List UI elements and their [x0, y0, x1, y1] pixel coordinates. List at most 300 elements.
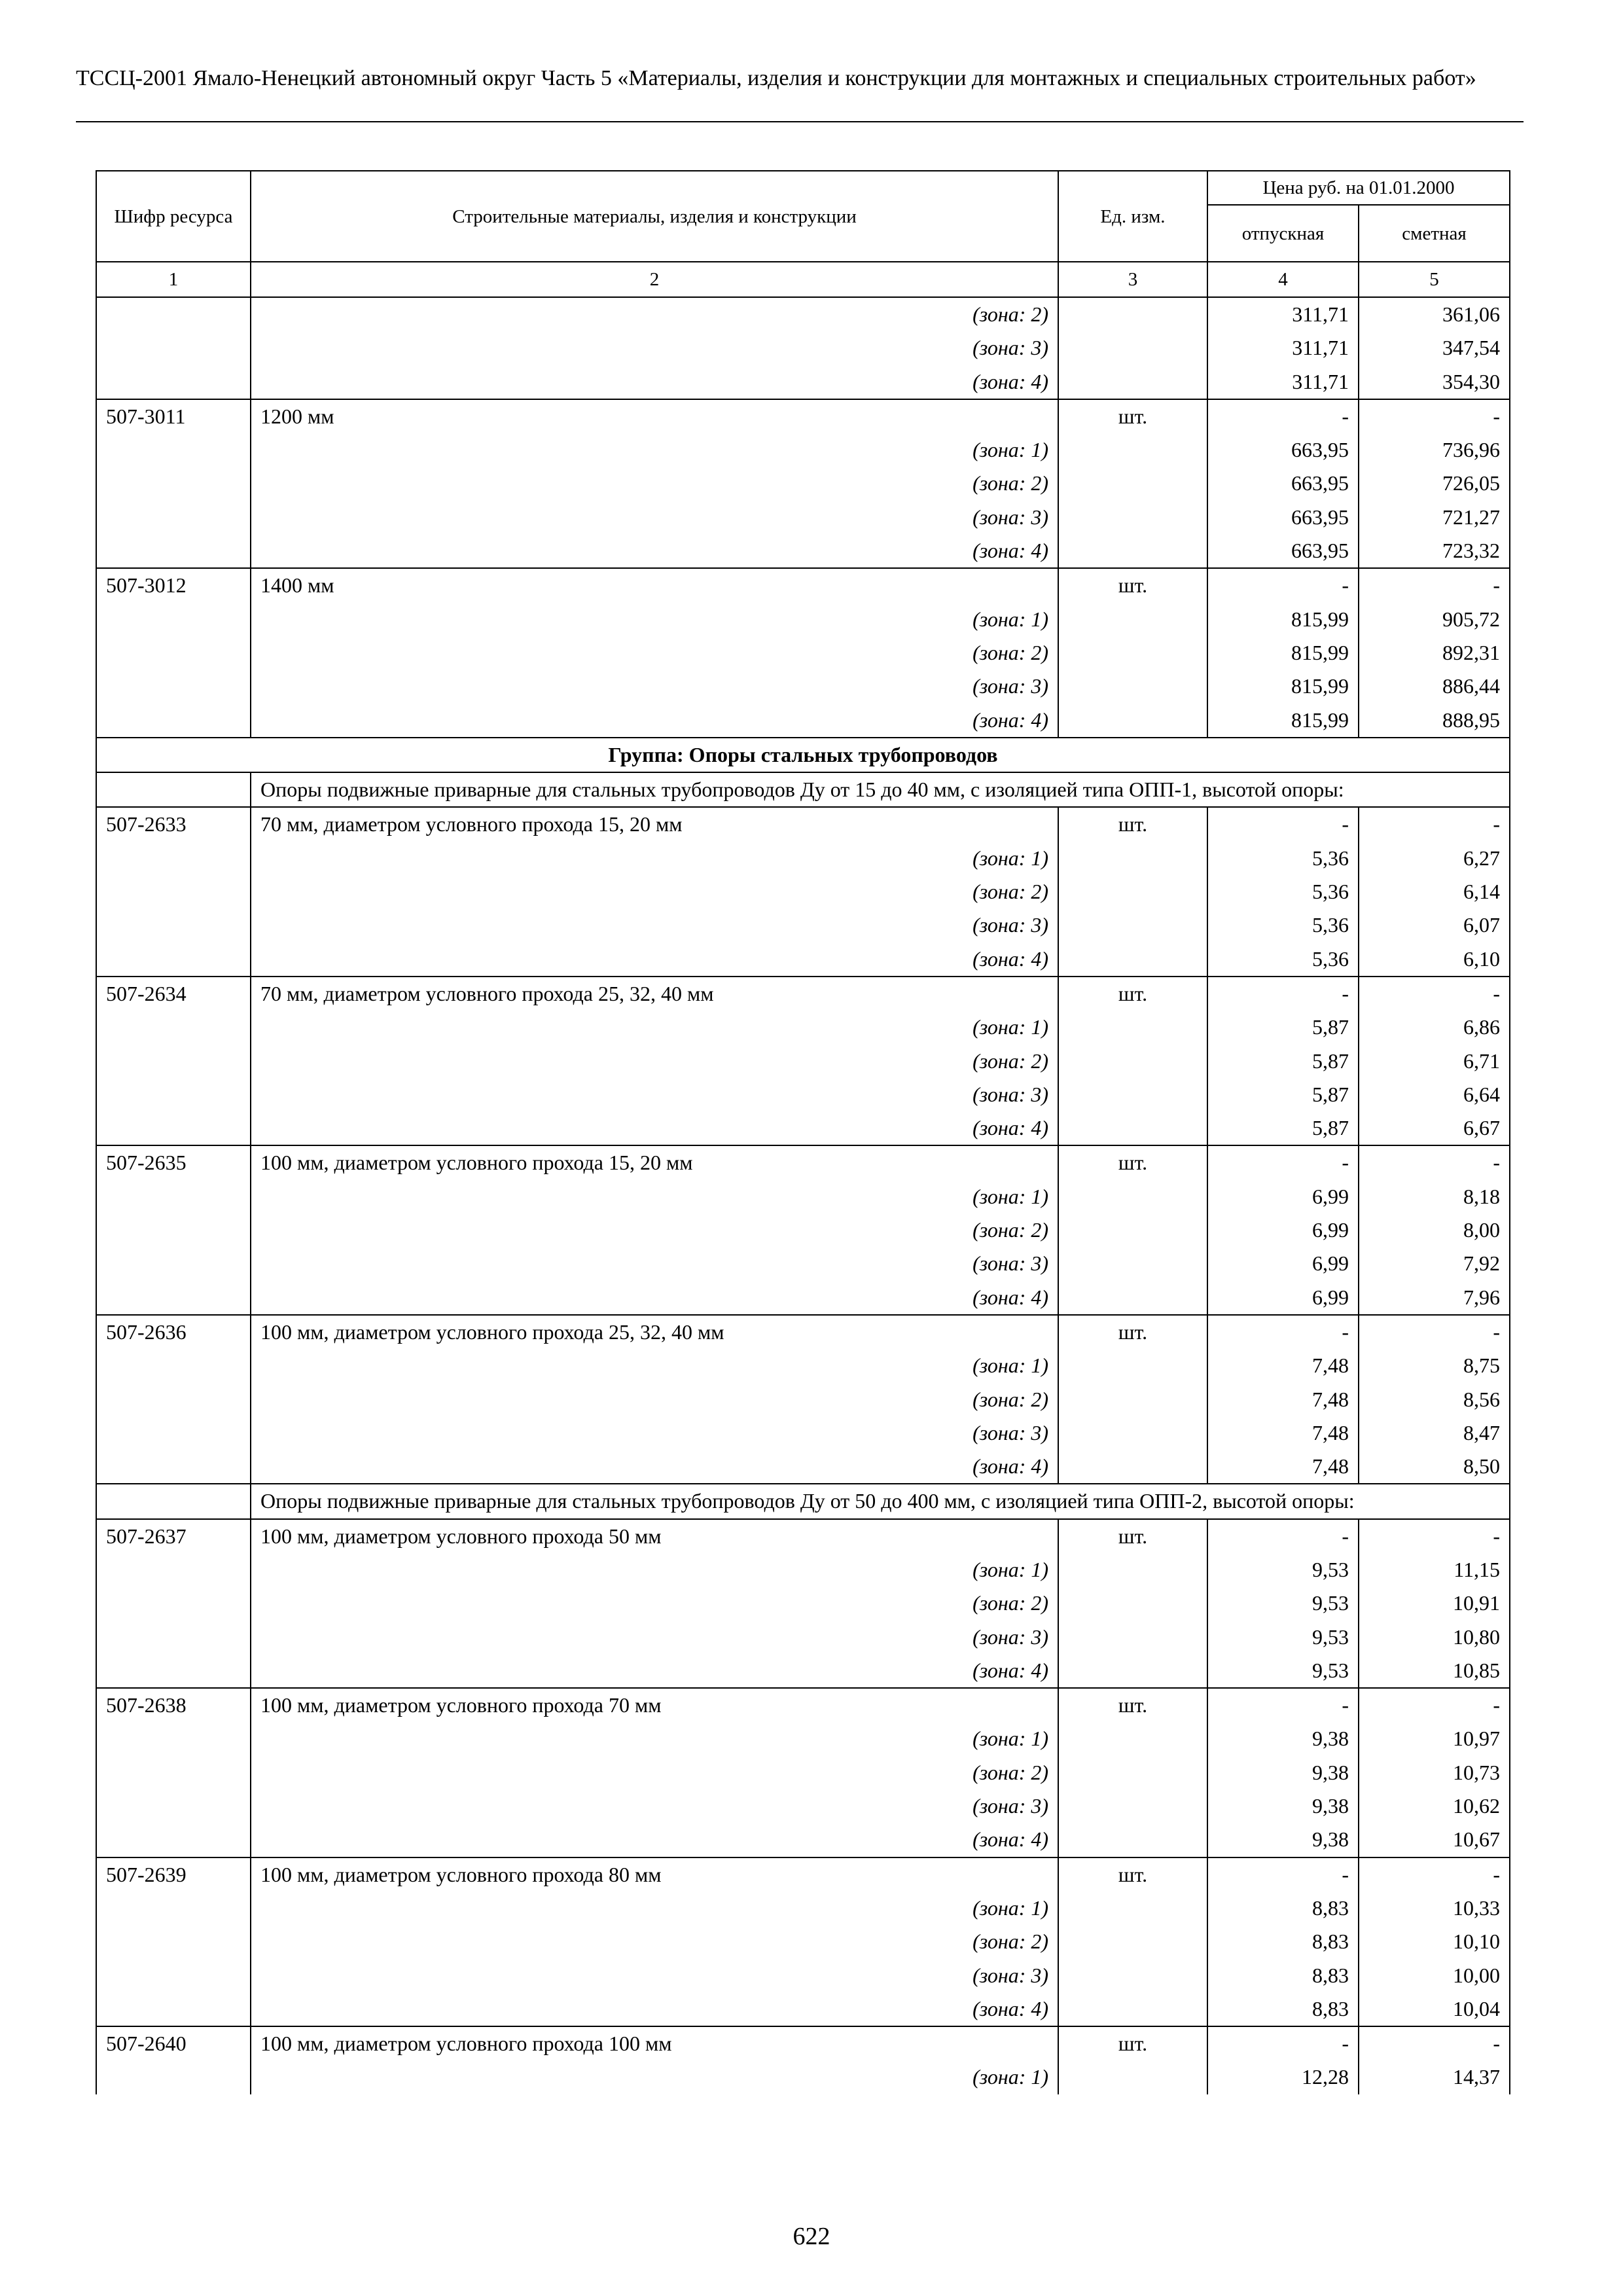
unit-cell	[1058, 875, 1207, 908]
unit-cell	[1058, 1621, 1207, 1654]
zone-label: (зона: 1)	[251, 1553, 1058, 1587]
table-row	[96, 2026, 1510, 2060]
release-price: 8,83	[1207, 1959, 1359, 1992]
zone-label: (зона: 1)	[251, 842, 1058, 875]
estimate-price: 8,47	[1359, 1416, 1510, 1450]
code-cell	[96, 1587, 251, 1620]
estimate-price: -	[1359, 399, 1510, 433]
unit-cell	[1058, 331, 1207, 365]
release-price: -	[1207, 399, 1359, 433]
item-name: 100 мм, диаметром условного прохода 70 мм	[251, 1688, 1058, 1722]
code-cell	[96, 1722, 251, 1755]
estimate-price: 361,06	[1359, 297, 1510, 331]
unit-cell: шт.	[1058, 807, 1207, 841]
release-price: 311,71	[1207, 297, 1359, 331]
estimate-price: 6,64	[1359, 1078, 1510, 1111]
code-cell	[96, 1553, 251, 1587]
zone-label: (зона: 1)	[251, 603, 1058, 636]
estimate-price: 10,33	[1359, 1892, 1510, 1925]
unit-cell	[1058, 1992, 1207, 2026]
release-price: 9,53	[1207, 1553, 1359, 1587]
table-row	[96, 807, 1510, 841]
estimate-price: 10,00	[1359, 1959, 1510, 1992]
zone-row	[96, 1011, 1510, 1044]
release-price: 9,53	[1207, 1621, 1359, 1654]
item-name: 70 мм, диаметром условного прохода 15, 20 мм	[251, 807, 1058, 841]
column-header-code: Шифр ресурса	[96, 171, 251, 262]
code-cell	[96, 1450, 251, 1484]
estimate-price: 10,10	[1359, 1925, 1510, 1958]
table-row	[96, 399, 1510, 433]
code-cell	[96, 331, 251, 365]
code-cell	[96, 1011, 251, 1044]
subheading-text: Опоры подвижные приварные для стальных трубопроводов Ду от 15 до 40 мм, с изоляцией типа ОПП-1, высотой опоры:	[251, 772, 1510, 807]
estimate-price: -	[1359, 2026, 1510, 2060]
zone-row	[96, 1925, 1510, 1958]
release-price: -	[1207, 1857, 1359, 1892]
zone-label: (зона: 2)	[251, 1045, 1058, 1078]
unit-cell	[1058, 1789, 1207, 1823]
code-cell	[96, 670, 251, 703]
price-table	[96, 170, 1510, 2094]
unit-cell	[1058, 1247, 1207, 1280]
release-price: -	[1207, 568, 1359, 602]
release-price: 815,99	[1207, 670, 1359, 703]
zone-row	[96, 1654, 1510, 1688]
unit-cell	[1058, 1111, 1207, 1145]
unit-cell: шт.	[1058, 568, 1207, 602]
zone-row	[96, 365, 1510, 399]
zone-label: (зона: 2)	[251, 1925, 1058, 1958]
unit-cell: шт.	[1058, 1315, 1207, 1349]
resource-code: 507-2640	[96, 2026, 251, 2060]
unit-cell	[1058, 1078, 1207, 1111]
column-header-unit: Ед. изм.	[1058, 171, 1207, 262]
header-rule	[76, 121, 1524, 122]
table-row	[96, 1145, 1510, 1179]
release-price: 6,99	[1207, 1281, 1359, 1315]
estimate-price: 6,27	[1359, 842, 1510, 875]
page-number: 622	[793, 2223, 830, 2250]
code-cell	[96, 1992, 251, 2026]
zone-row	[96, 1621, 1510, 1654]
code-cell	[96, 1045, 251, 1078]
resource-code: 507-2637	[96, 1519, 251, 1553]
zone-row	[96, 842, 1510, 875]
zone-label: (зона: 1)	[251, 1011, 1058, 1044]
release-price: 6,99	[1207, 1180, 1359, 1213]
zone-row	[96, 670, 1510, 703]
code-cell	[96, 772, 251, 807]
zone-row	[96, 875, 1510, 908]
release-price: 9,53	[1207, 1587, 1359, 1620]
release-price: 5,36	[1207, 908, 1359, 942]
table-row	[96, 1857, 1510, 1892]
estimate-price: 905,72	[1359, 603, 1510, 636]
estimate-price: 8,56	[1359, 1383, 1510, 1416]
release-price: 7,48	[1207, 1450, 1359, 1484]
code-cell	[96, 842, 251, 875]
zone-row	[96, 1349, 1510, 1382]
estimate-price: -	[1359, 1688, 1510, 1722]
estimate-price: -	[1359, 807, 1510, 841]
release-price: 5,87	[1207, 1111, 1359, 1145]
zone-row	[96, 1281, 1510, 1315]
estimate-price: 347,54	[1359, 331, 1510, 365]
zone-label: (зона: 4)	[251, 1111, 1058, 1145]
zone-label: (зона: 4)	[251, 1823, 1058, 1857]
release-price: -	[1207, 1688, 1359, 1722]
zone-label: (зона: 2)	[251, 297, 1058, 331]
column-header-release: отпускная	[1207, 205, 1359, 262]
estimate-price: 726,05	[1359, 467, 1510, 500]
unit-cell	[1058, 1892, 1207, 1925]
unit-cell	[1058, 467, 1207, 500]
item-name: 70 мм, диаметром условного прохода 25, 32, 40 мм	[251, 977, 1058, 1011]
unit-cell	[1058, 942, 1207, 977]
zone-row	[96, 501, 1510, 534]
unit-cell	[1058, 1553, 1207, 1587]
column-number: 1	[96, 262, 251, 297]
zone-row	[96, 704, 1510, 738]
release-price: 12,28	[1207, 2060, 1359, 2094]
release-price: 815,99	[1207, 636, 1359, 670]
item-name: 100 мм, диаметром условного прохода 50 мм	[251, 1519, 1058, 1553]
resource-code: 507-3011	[96, 399, 251, 433]
release-price: 815,99	[1207, 603, 1359, 636]
estimate-price: 6,86	[1359, 1011, 1510, 1044]
zone-label: (зона: 1)	[251, 1180, 1058, 1213]
code-cell	[96, 365, 251, 399]
zone-label: (зона: 2)	[251, 875, 1058, 908]
estimate-price: 6,67	[1359, 1111, 1510, 1145]
zone-label: (зона: 3)	[251, 1789, 1058, 1823]
zone-label: (зона: 3)	[251, 670, 1058, 703]
unit-cell	[1058, 1281, 1207, 1315]
release-price: 311,71	[1207, 365, 1359, 399]
estimate-price: 8,50	[1359, 1450, 1510, 1484]
estimate-price: 10,85	[1359, 1654, 1510, 1688]
estimate-price: 10,97	[1359, 1722, 1510, 1755]
unit-cell	[1058, 670, 1207, 703]
estimate-price: 14,37	[1359, 2060, 1510, 2094]
table-row	[96, 568, 1510, 602]
table-row	[96, 1519, 1510, 1553]
unit-cell	[1058, 501, 1207, 534]
estimate-price: 8,00	[1359, 1213, 1510, 1247]
code-cell	[96, 297, 251, 331]
code-cell	[96, 534, 251, 568]
resource-code: 507-2636	[96, 1315, 251, 1349]
estimate-price: 886,44	[1359, 670, 1510, 703]
zone-label: (зона: 4)	[251, 534, 1058, 568]
zone-row	[96, 1823, 1510, 1857]
zone-label: (зона: 4)	[251, 365, 1058, 399]
column-number: 4	[1207, 262, 1359, 297]
zone-label: (зона: 1)	[251, 1722, 1058, 1755]
estimate-price: 6,14	[1359, 875, 1510, 908]
unit-cell	[1058, 1450, 1207, 1484]
release-price: 9,38	[1207, 1722, 1359, 1755]
release-price: 663,95	[1207, 501, 1359, 534]
table-body	[96, 297, 1510, 2094]
release-price: 5,36	[1207, 875, 1359, 908]
zone-row	[96, 1722, 1510, 1755]
page-header: ТССЦ-2001 Ямало-Ненецкий автономный округ Часть 5 «Материалы, изделия и конструкции для монтажных и специальных строительных работ»	[76, 66, 1476, 90]
resource-code: 507-2638	[96, 1688, 251, 1722]
unit-cell	[1058, 1349, 1207, 1382]
zone-label: (зона: 4)	[251, 1654, 1058, 1688]
unit-cell	[1058, 534, 1207, 568]
zone-row	[96, 1383, 1510, 1416]
release-price: 8,83	[1207, 1892, 1359, 1925]
release-price: -	[1207, 977, 1359, 1011]
column-number: 3	[1058, 262, 1207, 297]
code-cell	[96, 1756, 251, 1789]
zone-row	[96, 1553, 1510, 1587]
zone-row	[96, 433, 1510, 467]
estimate-price: 354,30	[1359, 365, 1510, 399]
code-cell	[96, 1078, 251, 1111]
zone-row	[96, 1587, 1510, 1620]
zone-row	[96, 636, 1510, 670]
zone-label: (зона: 4)	[251, 1450, 1058, 1484]
zone-row	[96, 1450, 1510, 1484]
unit-cell	[1058, 636, 1207, 670]
table-row	[96, 1315, 1510, 1349]
code-cell	[96, 433, 251, 467]
code-cell	[96, 1959, 251, 1992]
estimate-price: 10,80	[1359, 1621, 1510, 1654]
estimate-price: 723,32	[1359, 534, 1510, 568]
zone-label: (зона: 2)	[251, 1756, 1058, 1789]
code-cell	[96, 1247, 251, 1280]
zone-row	[96, 1892, 1510, 1925]
unit-cell	[1058, 1959, 1207, 1992]
item-name: 100 мм, диаметром условного прохода 15, 20 мм	[251, 1145, 1058, 1179]
code-cell	[96, 1213, 251, 1247]
estimate-price: -	[1359, 1145, 1510, 1179]
estimate-price: 736,96	[1359, 433, 1510, 467]
estimate-price: 10,67	[1359, 1823, 1510, 1857]
zone-label: (зона: 3)	[251, 331, 1058, 365]
unit-cell	[1058, 908, 1207, 942]
release-price: -	[1207, 1145, 1359, 1179]
unit-cell: шт.	[1058, 2026, 1207, 2060]
unit-cell	[1058, 433, 1207, 467]
code-cell	[96, 1925, 251, 1958]
code-cell	[96, 1349, 251, 1382]
estimate-price: 8,18	[1359, 1180, 1510, 1213]
unit-cell: шт.	[1058, 977, 1207, 1011]
estimate-price: 10,91	[1359, 1587, 1510, 1620]
unit-cell	[1058, 603, 1207, 636]
estimate-price: 6,07	[1359, 908, 1510, 942]
subheading-row	[96, 1484, 1510, 1518]
zone-row	[96, 1959, 1510, 1992]
column-number: 2	[251, 262, 1058, 297]
code-cell	[96, 467, 251, 500]
zone-label: (зона: 2)	[251, 636, 1058, 670]
unit-cell	[1058, 1756, 1207, 1789]
unit-cell	[1058, 1416, 1207, 1450]
release-price: 8,83	[1207, 1992, 1359, 2026]
code-cell	[96, 1823, 251, 1857]
zone-row	[96, 1789, 1510, 1823]
code-cell	[96, 1621, 251, 1654]
resource-code: 507-3012	[96, 568, 251, 602]
unit-cell: шт.	[1058, 1145, 1207, 1179]
code-cell	[96, 875, 251, 908]
item-name: 1400 мм	[251, 568, 1058, 602]
zone-row	[96, 603, 1510, 636]
code-cell	[96, 1111, 251, 1145]
unit-cell: шт.	[1058, 1519, 1207, 1553]
release-price: 5,87	[1207, 1011, 1359, 1044]
zone-row	[96, 534, 1510, 568]
zone-label: (зона: 3)	[251, 908, 1058, 942]
zone-label: (зона: 3)	[251, 1959, 1058, 1992]
code-cell	[96, 908, 251, 942]
resource-code: 507-2634	[96, 977, 251, 1011]
code-cell	[96, 1484, 251, 1518]
zone-row	[96, 1180, 1510, 1213]
zone-label: (зона: 4)	[251, 1992, 1058, 2026]
zone-label: (зона: 2)	[251, 467, 1058, 500]
zone-row	[96, 1756, 1510, 1789]
release-price: 9,38	[1207, 1823, 1359, 1857]
zone-label: (зона: 3)	[251, 1621, 1058, 1654]
estimate-price: 10,62	[1359, 1789, 1510, 1823]
unit-cell	[1058, 2060, 1207, 2094]
release-price: 9,38	[1207, 1756, 1359, 1789]
zone-label: (зона: 4)	[251, 1281, 1058, 1315]
resource-code: 507-2639	[96, 1857, 251, 1892]
release-price: 6,99	[1207, 1247, 1359, 1280]
release-price: 5,36	[1207, 842, 1359, 875]
code-cell	[96, 1383, 251, 1416]
release-price: 6,99	[1207, 1213, 1359, 1247]
estimate-price: -	[1359, 1519, 1510, 1553]
code-cell	[96, 603, 251, 636]
code-cell	[96, 1654, 251, 1688]
release-price: 663,95	[1207, 433, 1359, 467]
column-header-name: Строительные материалы, изделия и конструкции	[251, 171, 1058, 262]
zone-row	[96, 1247, 1510, 1280]
zone-label: (зона: 2)	[251, 1587, 1058, 1620]
code-cell	[96, 1789, 251, 1823]
zone-row	[96, 1111, 1510, 1145]
item-name: 1200 мм	[251, 399, 1058, 433]
code-cell	[96, 942, 251, 977]
zone-label: (зона: 4)	[251, 942, 1058, 977]
release-price: -	[1207, 807, 1359, 841]
release-price: 7,48	[1207, 1416, 1359, 1450]
unit-cell	[1058, 297, 1207, 331]
estimate-price: 721,27	[1359, 501, 1510, 534]
zone-row	[96, 1078, 1510, 1111]
table-row	[96, 1688, 1510, 1722]
estimate-price: -	[1359, 977, 1510, 1011]
unit-cell	[1058, 1654, 1207, 1688]
release-price: 5,36	[1207, 942, 1359, 977]
estimate-price: 10,04	[1359, 1992, 1510, 2026]
estimate-price: 888,95	[1359, 704, 1510, 738]
zone-row	[96, 297, 1510, 331]
column-header-price-group: Цена руб. на 01.01.2000	[1207, 171, 1510, 205]
zone-label: (зона: 4)	[251, 704, 1058, 738]
zone-label: (зона: 1)	[251, 433, 1058, 467]
unit-cell	[1058, 1045, 1207, 1078]
zone-row	[96, 908, 1510, 942]
subheading-row	[96, 772, 1510, 807]
release-price: 311,71	[1207, 331, 1359, 365]
code-cell	[96, 1180, 251, 1213]
group-title: Группа: Опоры стальных трубопроводов	[96, 738, 1510, 772]
unit-cell	[1058, 1180, 1207, 1213]
zone-label: (зона: 3)	[251, 1078, 1058, 1111]
release-price: 9,38	[1207, 1789, 1359, 1823]
unit-cell: шт.	[1058, 1857, 1207, 1892]
code-cell	[96, 704, 251, 738]
estimate-price: 11,15	[1359, 1553, 1510, 1587]
unit-cell	[1058, 842, 1207, 875]
zone-row	[96, 1992, 1510, 2026]
zone-row	[96, 942, 1510, 977]
item-name: 100 мм, диаметром условного прохода 80 мм	[251, 1857, 1058, 1892]
zone-label: (зона: 3)	[251, 1247, 1058, 1280]
subheading-text: Опоры подвижные приварные для стальных трубопроводов Ду от 50 до 400 мм, с изоляцией типа ОПП-2, высотой опоры:	[251, 1484, 1510, 1518]
release-price: -	[1207, 2026, 1359, 2060]
zone-row	[96, 467, 1510, 500]
unit-cell: шт.	[1058, 399, 1207, 433]
code-cell	[96, 1416, 251, 1450]
code-cell	[96, 636, 251, 670]
unit-cell: шт.	[1058, 1688, 1207, 1722]
item-name: 100 мм, диаметром условного прохода 25, 32, 40 мм	[251, 1315, 1058, 1349]
zone-label: (зона: 2)	[251, 1213, 1058, 1247]
unit-cell	[1058, 1587, 1207, 1620]
zone-label: (зона: 1)	[251, 1892, 1058, 1925]
release-price: -	[1207, 1315, 1359, 1349]
code-cell	[96, 2060, 251, 2094]
release-price: 5,87	[1207, 1078, 1359, 1111]
unit-cell	[1058, 1213, 1207, 1247]
column-header-estimate: сметная	[1359, 205, 1510, 262]
resource-code: 507-2633	[96, 807, 251, 841]
unit-cell	[1058, 704, 1207, 738]
zone-row	[96, 1045, 1510, 1078]
release-price: -	[1207, 1519, 1359, 1553]
item-name: 100 мм, диаметром условного прохода 100 мм	[251, 2026, 1058, 2060]
table-row	[96, 977, 1510, 1011]
estimate-price: 892,31	[1359, 636, 1510, 670]
unit-cell	[1058, 1925, 1207, 1958]
zone-label: (зона: 1)	[251, 2060, 1058, 2094]
release-price: 815,99	[1207, 704, 1359, 738]
release-price: 8,83	[1207, 1925, 1359, 1958]
table-header	[96, 171, 1510, 297]
release-price: 663,95	[1207, 467, 1359, 500]
zone-row	[96, 2060, 1510, 2094]
estimate-price: -	[1359, 1315, 1510, 1349]
release-price: 7,48	[1207, 1383, 1359, 1416]
zone-row	[96, 1416, 1510, 1450]
zone-label: (зона: 3)	[251, 1416, 1058, 1450]
code-cell	[96, 1281, 251, 1315]
estimate-price: 6,10	[1359, 942, 1510, 977]
release-price: 5,87	[1207, 1045, 1359, 1078]
